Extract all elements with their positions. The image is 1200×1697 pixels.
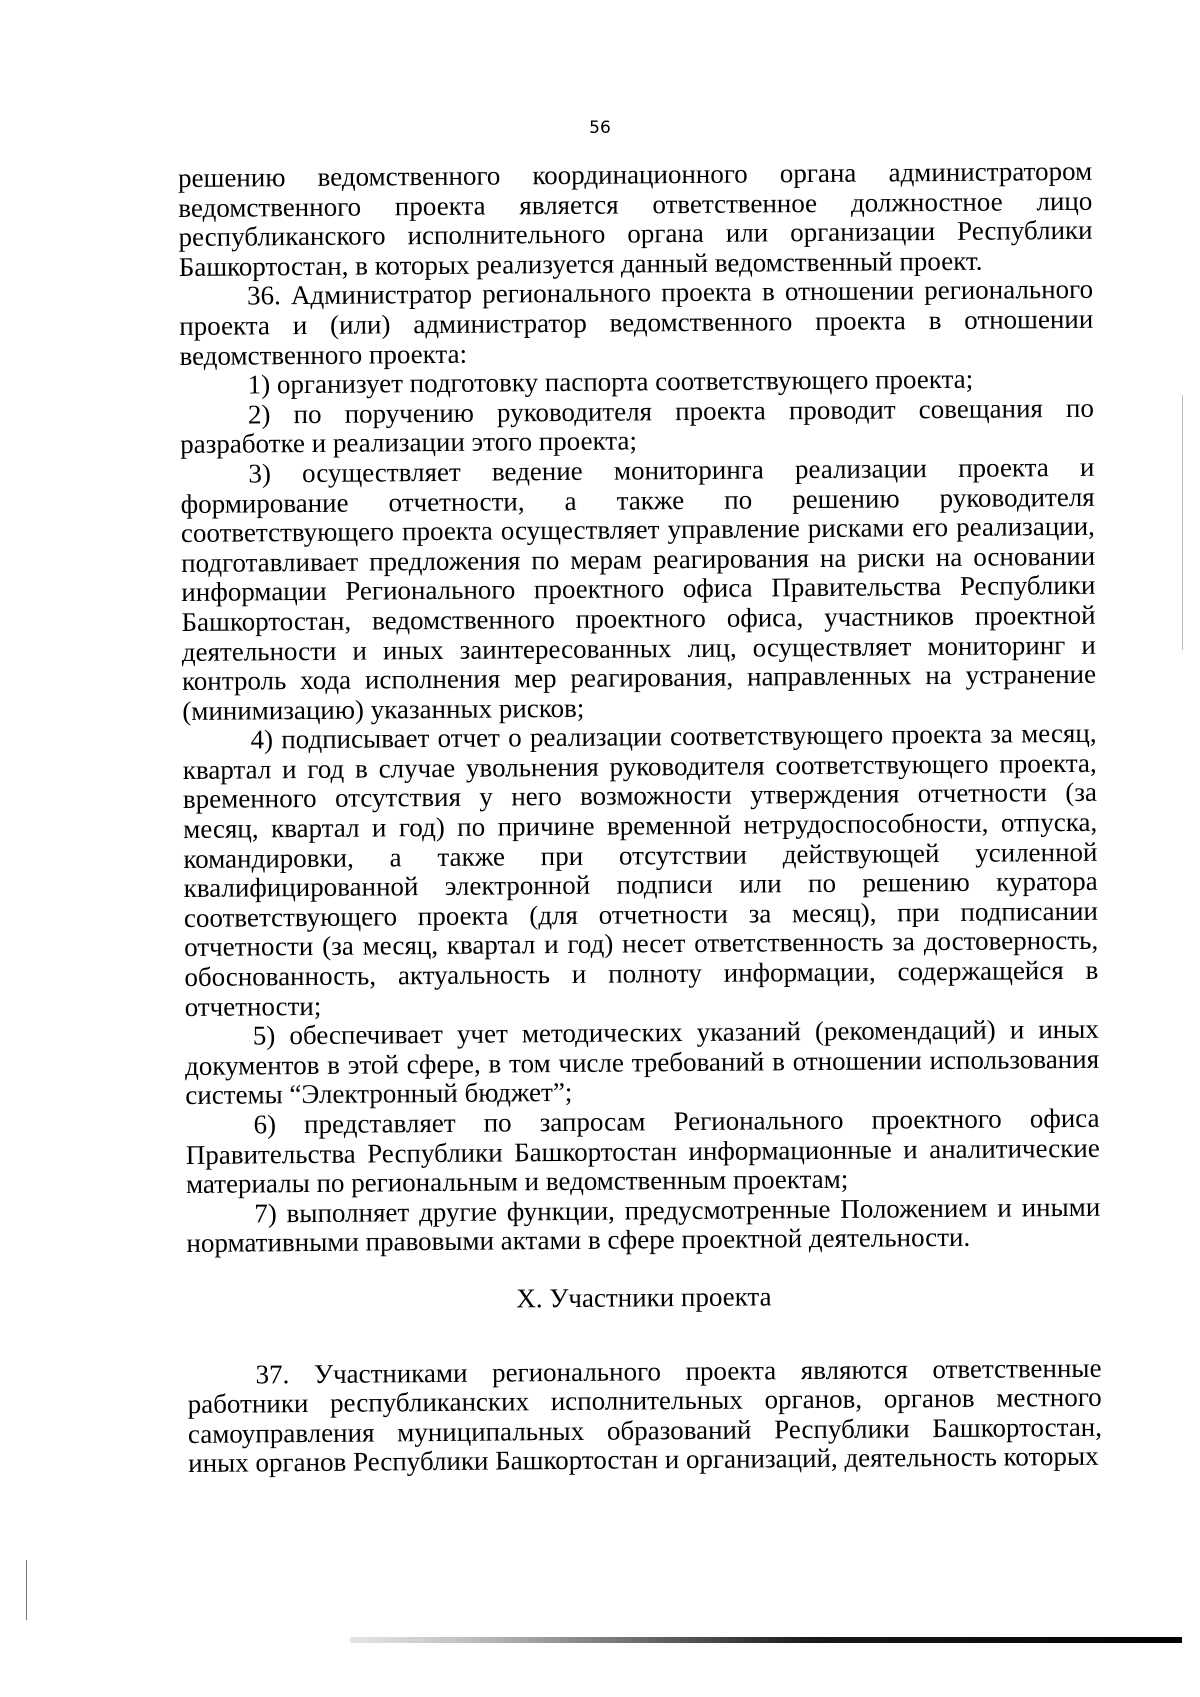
- scan-margin-line-left: [26, 1560, 27, 1620]
- section-heading: X. Участники проекта: [516, 1281, 772, 1314]
- list-item-4: 4) подписывает отчет о реализации соответствующего проекта за месяц, квартал и год в случае увольнения руководителя соответствующего проекта, временного отсутствия у него возможности утверждения отчетности (за месяц, квартал и год) по причине временной нетрудоспособности, отпуска, командировки, а также при отсутствии действующей усиленной квалифицированной электронной подписи или по решению куратора соответствующего проекта (для отчетности за месяц), при подписании отчетности (за месяц, квартал и год) несет ответственность за достоверность, обоснованность, актуальность и полноту информации, содержащейся в отчетности;: [182, 718, 1099, 1022]
- list-item-6: 6) представляет по запросам Регионального проектного офиса Правительства Республики Башкортостан информационные и аналитические материалы по региональным и ведомственным проектам;: [185, 1102, 1100, 1200]
- list-item-3: 3) осуществляет ведение мониторинга реализации проекта и формирование отчетности, а также по решению руководителя соответствующего проекта осуществляет управление рисками его реализации, подготавливает предложения по мерам реагирования на риски на основании информации Регионального проектного офиса Правительства Республики Башкортостан, ведомственного проектного офиса, участников проектной деятельности и иных заинтересованных лиц, осуществляет мониторинг и контроль хода исполнения мер реагирования, направленных на устранение (минимизацию) указанных рисков;: [180, 451, 1097, 726]
- paragraph-36: 36. Администратор регионального проекта в отношении регионального проекта и (или) администратор ведомственного проекта в отношении ведомственного проекта:: [179, 274, 1094, 371]
- scan-bottom-edge: [350, 1637, 1182, 1643]
- list-item-5: 5) обеспечивает учет методических указаний (рекомендаций) и иных документов в этой сфере, в том числе требований в отношении использования системы “Электронный бюджет”;: [184, 1014, 1100, 1111]
- scan-margin-line-right: [1182, 395, 1183, 650]
- list-item-2: 2) по поручению руководителя проекта проводит совещания по разработке и реализации этого проекта;: [180, 392, 1095, 460]
- list-item-1: 1) организует подготовку паспорта соответствующего проекта;: [247, 363, 974, 400]
- paragraph-37: 37. Участниками регионального проекта являются ответственные работники республиканских исполнительных органов, органов местного самоуправления муниципальных образований Республики Башкортостан, иных органов Республики Башкортостан и организаций, деятельность которых: [187, 1352, 1103, 1479]
- list-item-7: 7) выполняет другие функции, предусмотренные Положением и иными нормативными правовыми актами в сфере проектной деятельности.: [186, 1191, 1101, 1259]
- page-number: 56: [589, 118, 611, 138]
- paragraph-continuation: решению ведомственного координационного органа администратором ведомственного проекта является ответственное должностное лицо республиканского исполнительного органа или организации Республики Башкортостан, в которых реализуется данный ведомственный проект.: [177, 155, 1093, 282]
- document-body: [178, 157, 1102, 1479]
